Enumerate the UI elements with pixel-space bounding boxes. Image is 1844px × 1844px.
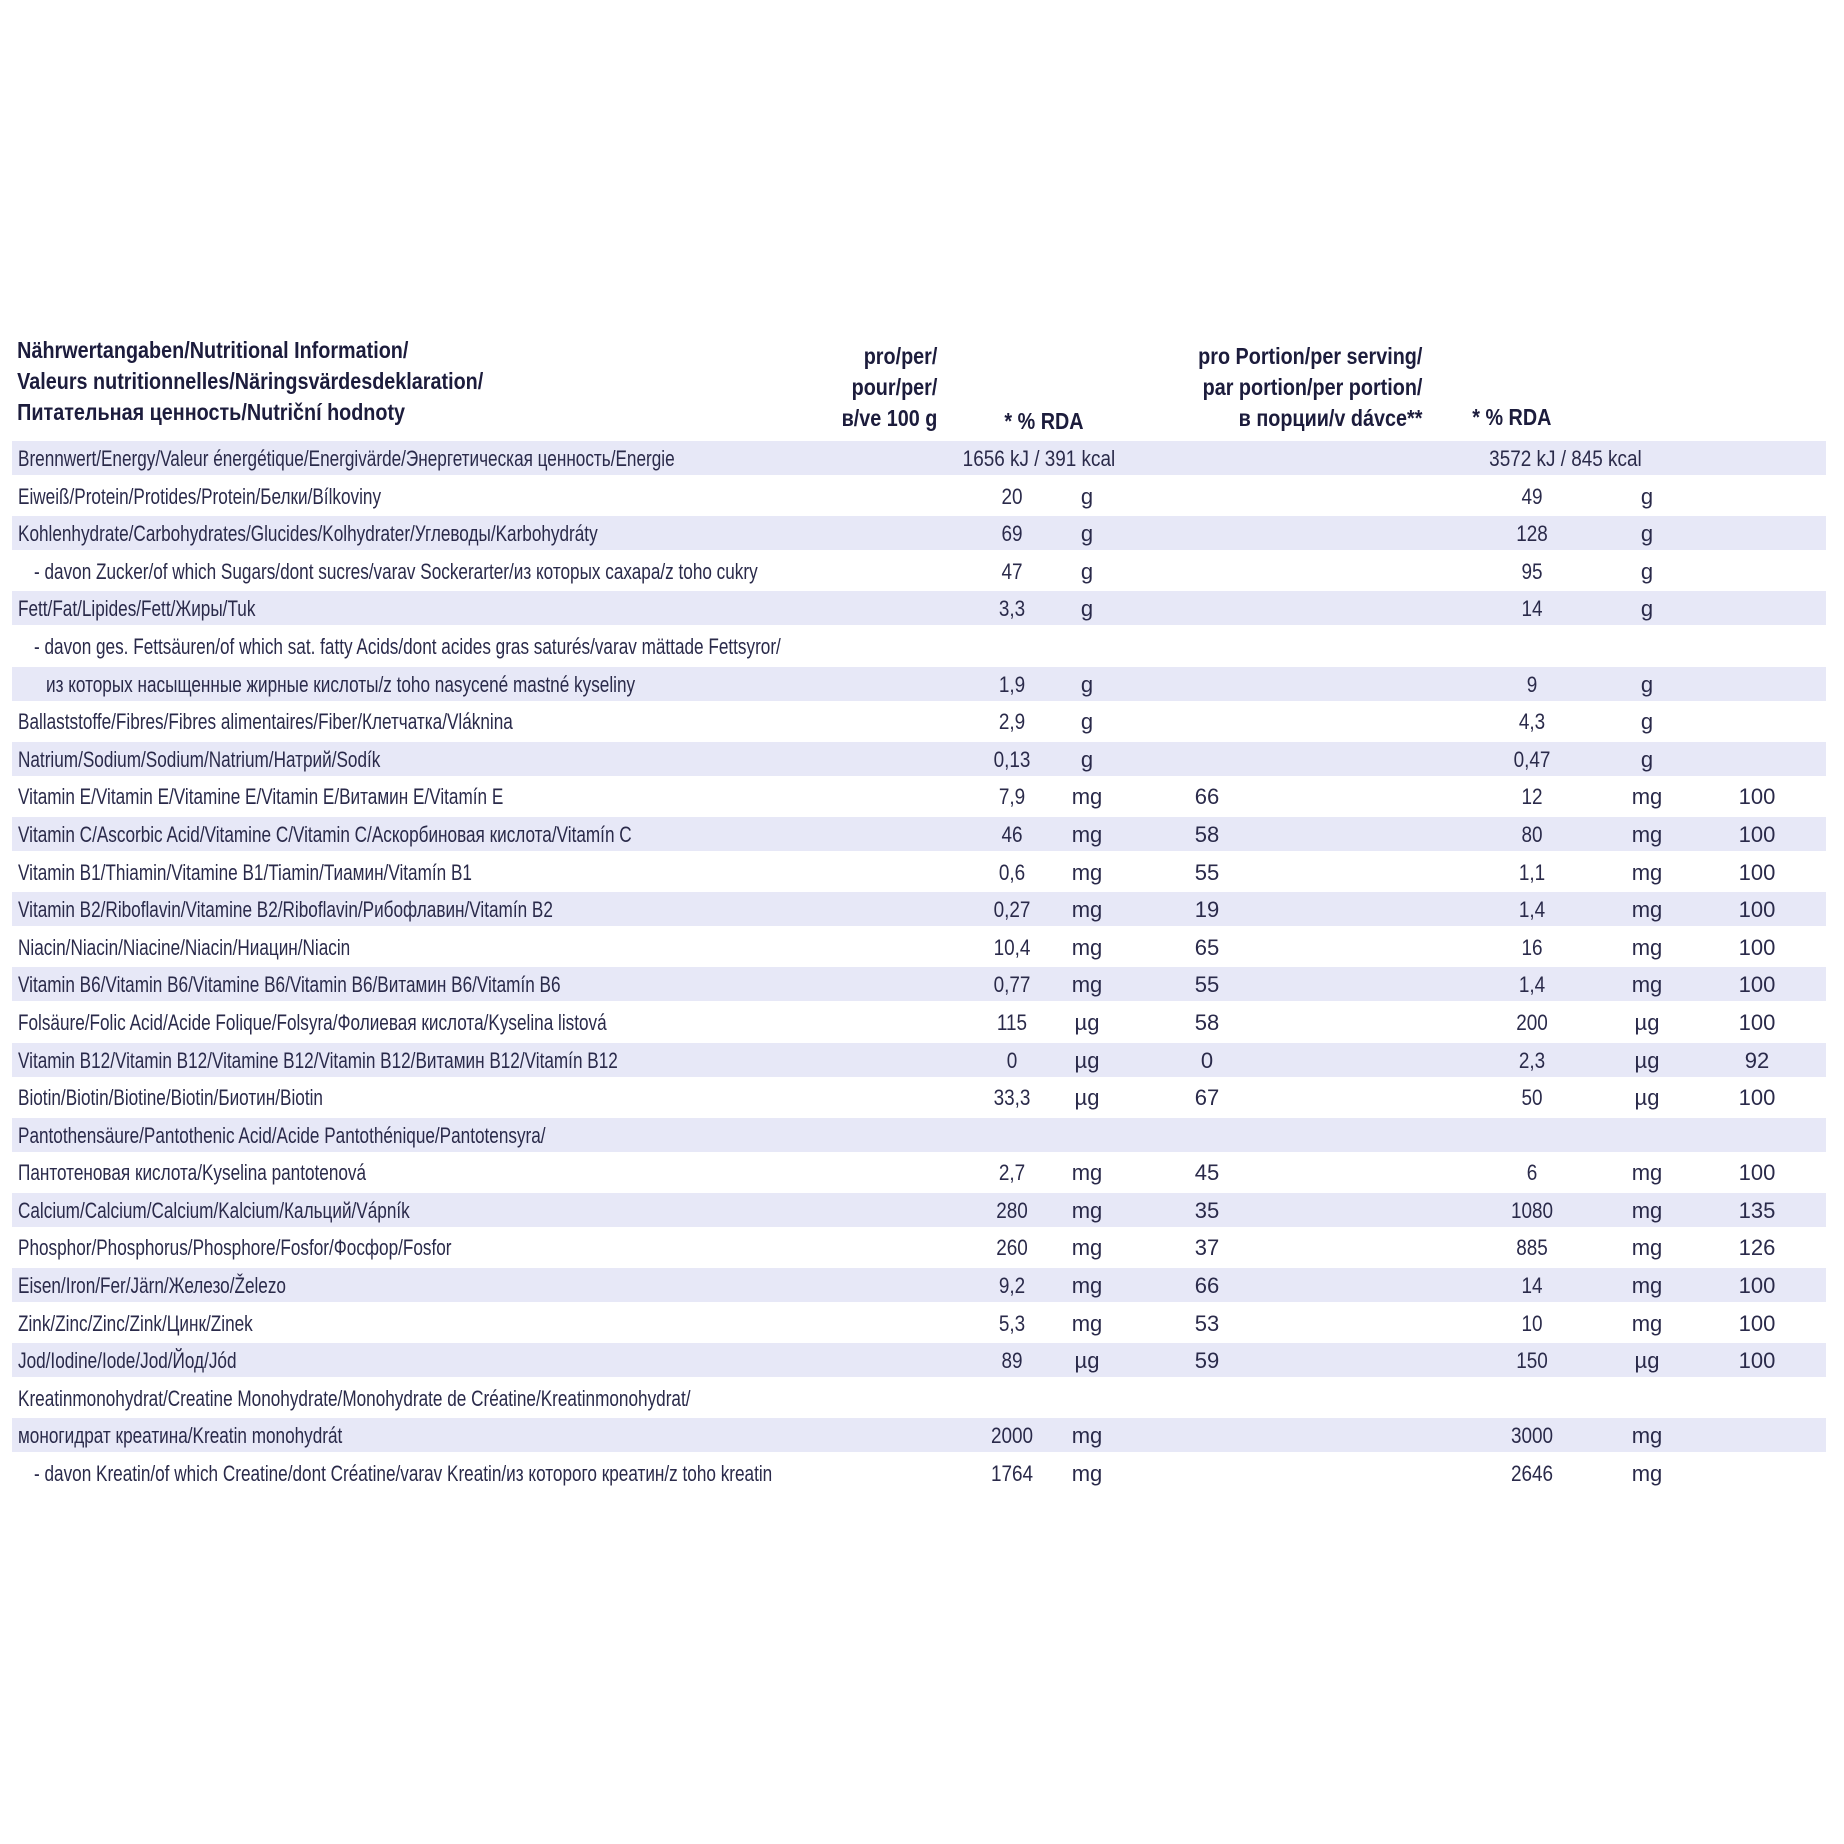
nutrient-name: Fett/Fat/Lipides/Fett/Жиры/Tuk	[18, 596, 256, 622]
table-row	[12, 665, 1826, 703]
table-row	[12, 1266, 1826, 1304]
value-per-serving: 0,47	[1513, 746, 1551, 772]
table-row	[12, 1341, 1826, 1379]
unit-per-serving: µg	[1634, 1009, 1660, 1035]
header-per-serving-line: par portion/per portion/	[1202, 374, 1423, 400]
rda-per-100g: 37	[1194, 1235, 1220, 1261]
table-row	[12, 439, 1826, 477]
value-per-100g: 20	[1001, 483, 1023, 509]
nutrient-name: Eisen/Iron/Fer/Järn/Железо/Železo	[18, 1273, 286, 1299]
unit-per-serving: mg	[1631, 1461, 1663, 1487]
unit-per-100g: mg	[1071, 1461, 1103, 1487]
table-row	[12, 552, 1826, 590]
value-per-100g: 69	[1001, 521, 1023, 547]
unit-per-serving: g	[1640, 521, 1654, 547]
value-per-100g: 2,7	[998, 1160, 1026, 1186]
unit-per-serving: µg	[1634, 1348, 1660, 1374]
unit-per-100g: mg	[1071, 1235, 1103, 1261]
value-per-100g: 33,3	[993, 1085, 1031, 1111]
rda-per-serving: 100	[1738, 1009, 1776, 1035]
unit-per-100g: g	[1080, 558, 1094, 584]
nutrient-name: - davon Kreatin/of which Creatine/dont Créatine/varav Kreatin/из которого креатин/z toho kreatin	[34, 1461, 773, 1487]
value-per-serving: 16	[1521, 934, 1543, 960]
unit-per-serving: mg	[1631, 1197, 1663, 1223]
unit-per-100g: mg	[1071, 821, 1103, 847]
header-title-line: Nährwertangaben/Nutritional Information/	[17, 337, 409, 363]
unit-per-100g: mg	[1071, 1423, 1103, 1449]
value-per-100g: 0,27	[993, 897, 1031, 923]
nutrient-name: из которых насыщенные жирные кислоты/z toho nasycené mastné kyseliny	[46, 671, 636, 697]
nutrient-name: Jod/Iodine/Iode/Jod/Йод/Jód	[18, 1348, 237, 1374]
header-title-line: Питательная ценность/Nutriční hodnoty	[17, 399, 406, 425]
nutrient-rows	[12, 439, 1826, 1492]
unit-per-100g: g	[1080, 709, 1094, 735]
value-per-serving: 6	[1526, 1160, 1538, 1186]
table-row	[12, 702, 1826, 740]
rda-per-100g: 45	[1194, 1160, 1220, 1186]
nutrient-name: Vitamin B6/Vitamin B6/Vitamine B6/Vitamin B6/Витамин B6/Vitamín B6	[18, 972, 561, 998]
table-row	[12, 965, 1826, 1003]
value-per-serving: 1,4	[1518, 897, 1546, 923]
value-per-serving: 2,3	[1518, 1047, 1546, 1073]
unit-per-100g: mg	[1071, 1160, 1103, 1186]
unit-per-serving: mg	[1631, 1273, 1663, 1299]
rda-per-serving: 100	[1738, 821, 1776, 847]
header-per-100g-line: в/ve 100 g	[841, 405, 938, 431]
value-per-100g: 0,13	[993, 746, 1031, 772]
table-row	[12, 1041, 1826, 1079]
table-row	[12, 1416, 1826, 1454]
header-per-serving-line: в порции/v dávce**	[1238, 405, 1423, 431]
unit-per-100g: g	[1080, 483, 1094, 509]
unit-per-serving: mg	[1631, 1423, 1663, 1449]
unit-per-serving: g	[1640, 709, 1654, 735]
unit-per-serving: mg	[1631, 1235, 1663, 1261]
table-row	[12, 740, 1826, 778]
unit-per-serving: µg	[1634, 1085, 1660, 1111]
rda-per-serving: 126	[1738, 1235, 1776, 1261]
unit-per-100g: g	[1080, 746, 1094, 772]
nutrient-name: Phosphor/Phosphorus/Phosphore/Fosfor/Фосфор/Fosfor	[18, 1235, 452, 1261]
table-row	[12, 514, 1826, 552]
rda-per-100g: 55	[1194, 972, 1220, 998]
nutrition-label	[12, 335, 1826, 1492]
value-per-100g: 280	[996, 1197, 1028, 1223]
unit-per-serving: g	[1640, 746, 1654, 772]
value-per-serving: 4,3	[1518, 709, 1546, 735]
table-row	[12, 1116, 1826, 1154]
nutrient-name: Eiweiß/Protein/Protides/Protein/Белки/Bílkoviny	[18, 483, 382, 509]
unit-per-serving: mg	[1631, 1160, 1663, 1186]
value-per-serving: 150	[1516, 1348, 1548, 1374]
value-per-100g: 7,9	[998, 784, 1026, 810]
value-per-serving: 3572 kJ / 845 kcal	[1489, 446, 1642, 471]
value-per-100g: 2000	[990, 1423, 1034, 1449]
table-row	[12, 1454, 1826, 1492]
value-per-100g: 89	[1001, 1348, 1023, 1374]
value-per-serving: 14	[1521, 1273, 1543, 1299]
unit-per-serving: mg	[1631, 859, 1663, 885]
rda-per-100g: 66	[1194, 784, 1220, 810]
unit-per-serving: g	[1640, 596, 1654, 622]
rda-per-serving: 100	[1738, 784, 1776, 810]
unit-per-100g: mg	[1071, 1197, 1103, 1223]
unit-per-100g: µg	[1074, 1085, 1100, 1111]
value-per-100g: 3,3	[998, 596, 1026, 622]
header-per-serving	[1096, 341, 1423, 434]
nutrient-name: Niacin/Niacin/Niacine/Niacin/Ниацин/Niacin	[18, 934, 351, 960]
rda-per-serving: 100	[1738, 1160, 1776, 1186]
header-rda-100g: * % RDA	[1004, 408, 1084, 434]
value-per-100g: 115	[996, 1009, 1028, 1035]
rda-per-serving: 135	[1738, 1197, 1776, 1223]
nutrient-name: Biotin/Biotin/Biotine/Biotin/Биотин/Biotin	[18, 1085, 323, 1111]
table-row	[12, 1191, 1826, 1229]
value-per-serving: 14	[1521, 596, 1543, 622]
rda-per-serving: 100	[1738, 859, 1776, 885]
value-per-serving: 50	[1521, 1085, 1543, 1111]
nutrient-name: Vitamin E/Vitamin E/Vitamine E/Vitamin E/Витамин E/Vitamín E	[18, 784, 504, 810]
nutrient-name: Пантотеновая кислота/Kyselina pantotenová	[18, 1160, 367, 1186]
rda-per-100g: 58	[1194, 821, 1220, 847]
rda-per-serving: 100	[1738, 934, 1776, 960]
nutrient-name: Zink/Zinc/Zinc/Zink/Цинк/Zinek	[18, 1310, 253, 1336]
rda-per-100g: 19	[1194, 897, 1220, 923]
unit-per-100g: mg	[1071, 934, 1103, 960]
unit-per-serving: g	[1640, 483, 1654, 509]
unit-per-serving: mg	[1631, 821, 1663, 847]
rda-per-serving: 92	[1744, 1047, 1770, 1073]
unit-per-serving: g	[1640, 558, 1654, 584]
value-per-serving: 2646	[1510, 1461, 1554, 1487]
unit-per-serving: mg	[1631, 897, 1663, 923]
table-row	[12, 815, 1826, 853]
nutrient-name: Ballaststoffe/Fibres/Fibres alimentaires/Fiber/Клетчатка/Vláknina	[18, 709, 513, 735]
table-row	[12, 589, 1826, 627]
value-per-serving: 95	[1521, 558, 1543, 584]
header-per-100g-line: pour/per/	[851, 374, 938, 400]
table-row	[12, 627, 1826, 665]
value-per-serving: 200	[1516, 1009, 1548, 1035]
nutrient-name: Vitamin B1/Thiamin/Vitamine B1/Tiamin/Тиамин/Vitamín B1	[18, 859, 472, 885]
unit-per-serving: g	[1640, 671, 1654, 697]
value-per-100g: 260	[996, 1235, 1028, 1261]
unit-per-100g: mg	[1071, 972, 1103, 998]
unit-per-100g: mg	[1071, 1310, 1103, 1336]
value-per-100g: 1764	[990, 1461, 1034, 1487]
value-per-serving: 3000	[1510, 1423, 1554, 1449]
rda-per-100g: 53	[1194, 1310, 1220, 1336]
unit-per-100g: mg	[1071, 784, 1103, 810]
unit-per-100g: g	[1080, 596, 1094, 622]
header-title	[17, 335, 791, 428]
table-row	[12, 853, 1826, 891]
unit-per-serving: mg	[1631, 934, 1663, 960]
rda-per-100g: 35	[1194, 1197, 1220, 1223]
unit-per-serving: mg	[1631, 972, 1663, 998]
rda-per-100g: 55	[1194, 859, 1220, 885]
table-row	[12, 1379, 1826, 1417]
table-row	[12, 777, 1826, 815]
nutrient-name: Vitamin B12/Vitamin B12/Vitamine B12/Vitamin B12/Витамин B12/Vitamín B12	[18, 1047, 618, 1073]
unit-per-100g: mg	[1071, 859, 1103, 885]
table-row	[12, 1153, 1826, 1191]
rda-per-serving: 100	[1738, 972, 1776, 998]
value-per-serving: 49	[1521, 483, 1543, 509]
nutrient-name: Folsäure/Folic Acid/Acide Folique/Folsyra/Фолиевая кислота/Kyselina listová	[18, 1009, 607, 1035]
unit-per-100g: µg	[1074, 1009, 1100, 1035]
rda-per-serving: 100	[1738, 897, 1776, 923]
table-row	[12, 477, 1826, 515]
value-per-100g: 0,6	[998, 859, 1026, 885]
value-per-serving: 1,1	[1518, 859, 1546, 885]
unit-per-serving: mg	[1631, 1310, 1663, 1336]
value-per-100g: 5,3	[998, 1310, 1026, 1336]
value-per-100g: 1656 kJ / 391 kcal	[962, 446, 1116, 471]
table-row	[12, 1003, 1826, 1041]
rda-per-serving: 100	[1738, 1273, 1776, 1299]
nutrient-name: Natrium/Sodium/Sodium/Natrium/Натрий/Sodík	[18, 746, 381, 772]
value-per-100g: 47	[1001, 558, 1023, 584]
value-per-100g: 9,2	[998, 1273, 1026, 1299]
value-per-100g: 46	[1001, 821, 1023, 847]
table-header	[12, 335, 1827, 439]
rda-per-100g: 58	[1194, 1009, 1220, 1035]
value-per-100g: 2,9	[998, 709, 1026, 735]
rda-per-serving: 100	[1738, 1348, 1776, 1374]
unit-per-100g: g	[1080, 521, 1094, 547]
value-per-100g: 0	[1006, 1047, 1018, 1073]
unit-per-serving: mg	[1631, 784, 1663, 810]
value-per-serving: 1,4	[1518, 972, 1546, 998]
nutrient-name: Vitamin C/Ascorbic Acid/Vitamine C/Vitamin C/Аскорбиновая кислота/Vitamín C	[18, 821, 632, 847]
header-per-serving-line: pro Portion/per serving/	[1198, 343, 1423, 369]
value-per-serving: 10	[1521, 1310, 1543, 1336]
nutrient-name: Calcium/Calcium/Calcium/Kalcium/Кальций/Vápník	[18, 1197, 410, 1223]
unit-per-100g: mg	[1071, 897, 1103, 923]
value-per-serving: 128	[1516, 521, 1548, 547]
value-per-100g: 10,4	[993, 934, 1031, 960]
unit-per-100g: µg	[1074, 1348, 1100, 1374]
header-per-100g-line: pro/per/	[863, 343, 938, 369]
header-per-100g	[717, 341, 937, 434]
unit-per-100g: mg	[1071, 1273, 1103, 1299]
rda-per-100g: 66	[1194, 1273, 1220, 1299]
value-per-serving: 12	[1521, 784, 1543, 810]
nutrient-name: - davon ges. Fettsäuren/of which sat. fatty Acids/dont acides gras saturés/varav mättade Fettsyror/	[34, 633, 781, 659]
rda-per-100g: 65	[1194, 934, 1220, 960]
nutrient-name: Pantothensäure/Pantothenic Acid/Acide Pantothénique/Pantotensyra/	[18, 1122, 546, 1148]
unit-per-serving: µg	[1634, 1047, 1660, 1073]
table-row	[12, 890, 1826, 928]
value-per-serving: 885	[1516, 1235, 1548, 1261]
nutrient-name: Vitamin B2/Riboflavin/Vitamine B2/Riboflavin/Рибофлавин/Vitamín B2	[18, 897, 553, 923]
value-per-serving: 1080	[1510, 1197, 1554, 1223]
value-per-serving: 80	[1521, 821, 1543, 847]
table-row	[12, 1228, 1826, 1266]
rda-per-100g: 59	[1194, 1348, 1220, 1374]
rda-per-serving: 100	[1738, 1310, 1776, 1336]
value-per-serving: 9	[1526, 671, 1538, 697]
nutrient-name: Kohlenhydrate/Carbohydrates/Glucides/Kolhydrater/Углеводы/Karbohydráty	[18, 521, 598, 547]
unit-per-100g: g	[1080, 671, 1094, 697]
rda-per-100g: 67	[1194, 1085, 1220, 1111]
table-row	[12, 1078, 1826, 1116]
unit-per-100g: µg	[1074, 1047, 1100, 1073]
rda-per-100g: 0	[1200, 1047, 1214, 1073]
nutrient-name: Kreatinmonohydrat/Creatine Monohydrate/Monohydrate de Créatine/Kreatinmonohydrat/	[18, 1385, 691, 1411]
header-title-line: Valeurs nutritionnelles/Näringsvärdesdeklaration/	[17, 368, 484, 394]
value-per-100g: 0,77	[993, 972, 1031, 998]
nutrient-name: моногидрат креатина/Kreatin monohydrát	[18, 1423, 343, 1449]
table-row	[12, 1304, 1826, 1342]
table-row	[12, 928, 1826, 966]
nutrient-name: - davon Zucker/of which Sugars/dont sucres/varav Sockerarter/из которых сахара/z toho cukry	[34, 558, 758, 584]
value-per-100g: 1,9	[998, 671, 1026, 697]
rda-per-serving: 100	[1738, 1085, 1776, 1111]
header-rda-serving: * % RDA	[1472, 404, 1552, 430]
nutrient-name: Brennwert/Energy/Valeur énergétique/Energivärde/Энергетическая ценность/Energie	[18, 446, 675, 471]
